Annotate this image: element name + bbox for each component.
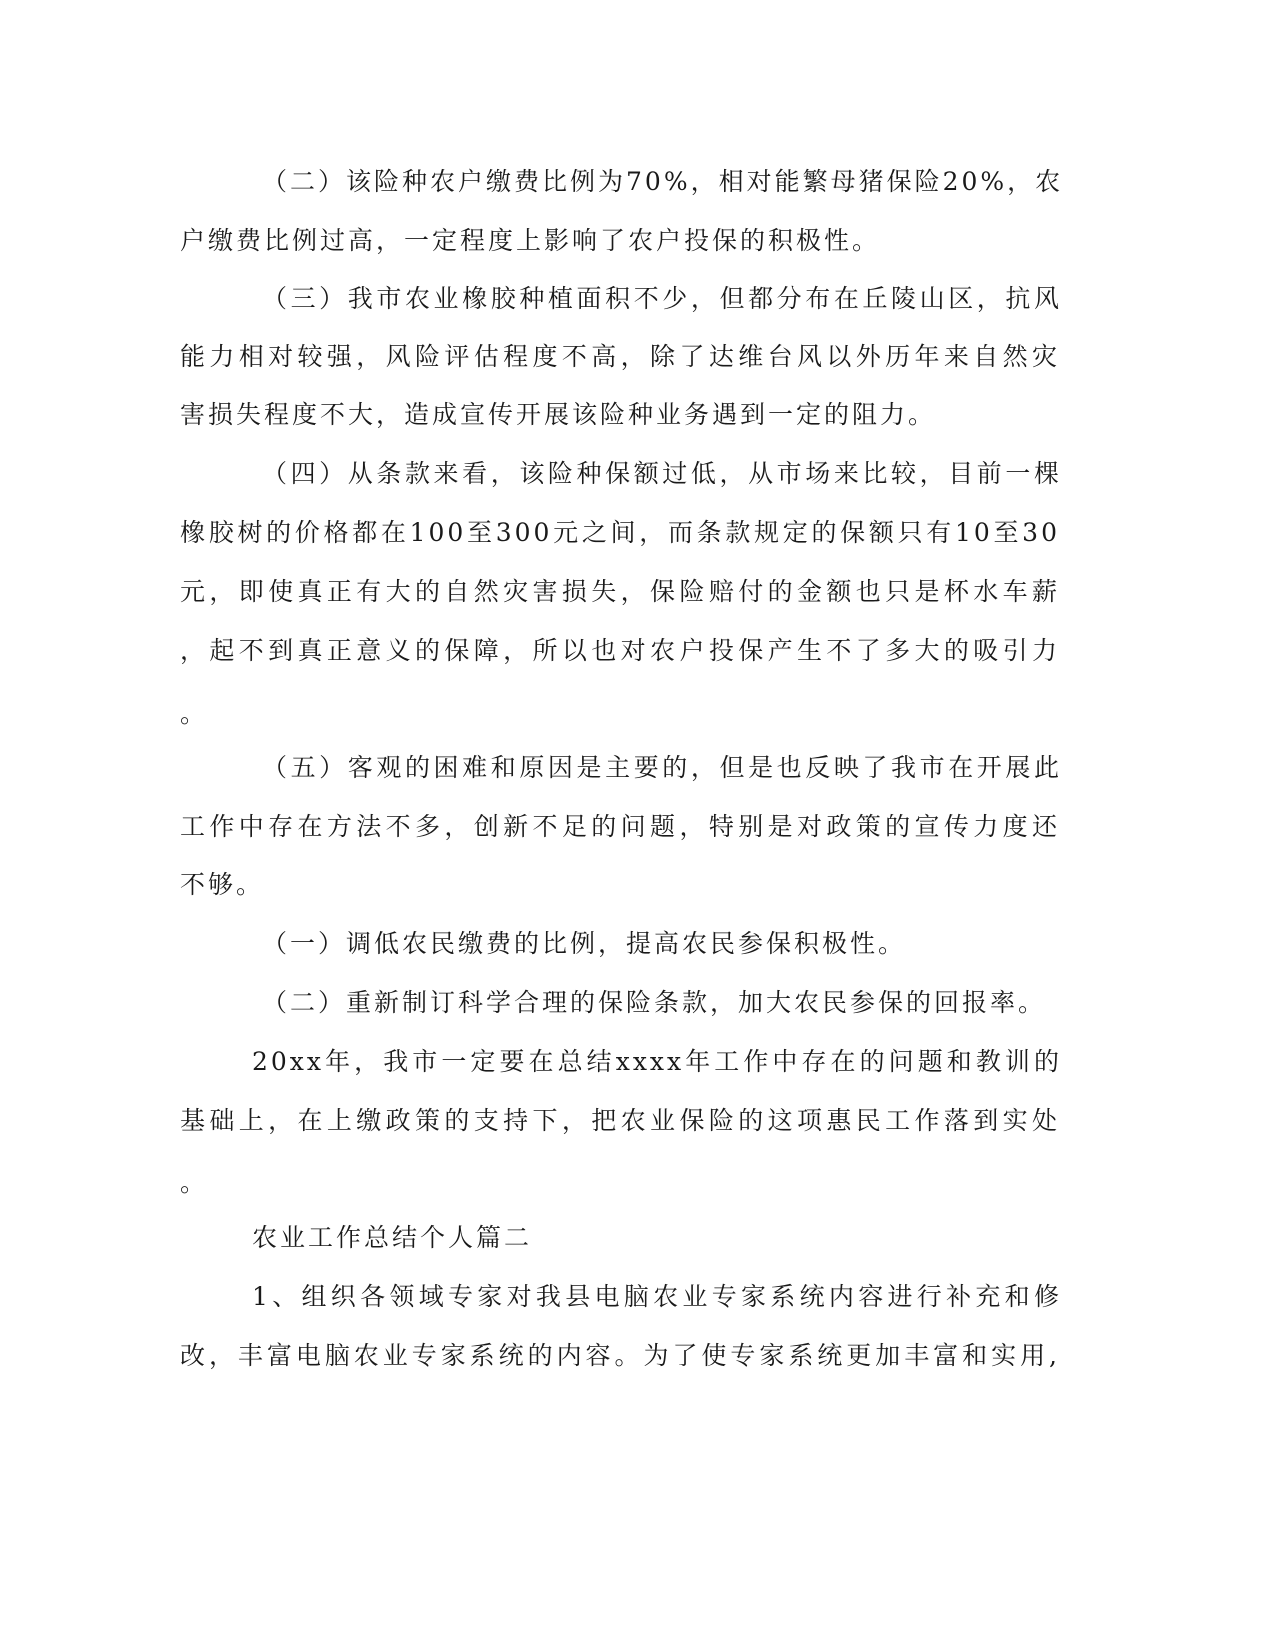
- paragraph-line: ，起不到真正意义的保障，所以也对农户投保产生不了多大的吸引力: [180, 636, 1060, 665]
- paragraph-line: 不够。: [180, 870, 265, 899]
- paragraph-line: 工作中存在方法不多，创新不足的问题，特别是对政策的宣传力度还: [180, 812, 1060, 841]
- paragraph-line: 害损失程度不大，造成宣传开展该险种业务遇到一定的阻力。: [180, 400, 937, 429]
- paragraph-line: （四）从条款来看，该险种保额过低，从市场来比较，目前一棵: [262, 459, 1062, 488]
- paragraph-line: （二）重新制订科学合理的保险条款，加大农民参保的回报率。: [262, 988, 1047, 1017]
- paragraph-line: 元，即使真正有大的自然灾害损失，保险赔付的金额也只是杯水车薪: [180, 577, 1060, 606]
- paragraph-line: 橡胶树的价格都在100至300元之间，而条款规定的保额只有10至30: [180, 518, 1060, 547]
- paragraph-line: 。: [180, 699, 209, 728]
- paragraph-line: 户缴费比例过高，一定程度上影响了农户投保的积极性。: [180, 226, 881, 255]
- paragraph-line: 基础上，在上缴政策的支持下，把农业保险的这项惠民工作落到实处: [180, 1106, 1060, 1135]
- paragraph-line: 20xx年，我市一定要在总结xxxx年工作中存在的问题和教训的: [252, 1047, 1062, 1076]
- paragraph-line: 。: [180, 1168, 209, 1197]
- section-heading: 农业工作总结个人篇二: [252, 1223, 533, 1252]
- paragraph-line: （三）我市农业橡胶种植面积不少，但都分布在丘陵山区，抗风: [262, 284, 1062, 313]
- paragraph-line: 能力相对较强，风险评估程度不高，除了达维台风以外历年来自然灾: [180, 342, 1060, 371]
- paragraph-line: （五）客观的困难和原因是主要的，但是也反映了我市在开展此: [262, 753, 1062, 782]
- paragraph-line: 改，丰富电脑农业专家系统的内容。为了使专家系统更加丰富和实用,: [180, 1341, 1060, 1370]
- paragraph-line: （二）该险种农户缴费比例为70%，相对能繁母猪保险20%，农: [262, 167, 1064, 196]
- paragraph-line: 1、组织各领域专家对我县电脑农业专家系统内容进行补充和修: [252, 1282, 1062, 1311]
- paragraph-line: （一）调低农民缴费的比例，提高农民参保积极性。: [262, 929, 907, 958]
